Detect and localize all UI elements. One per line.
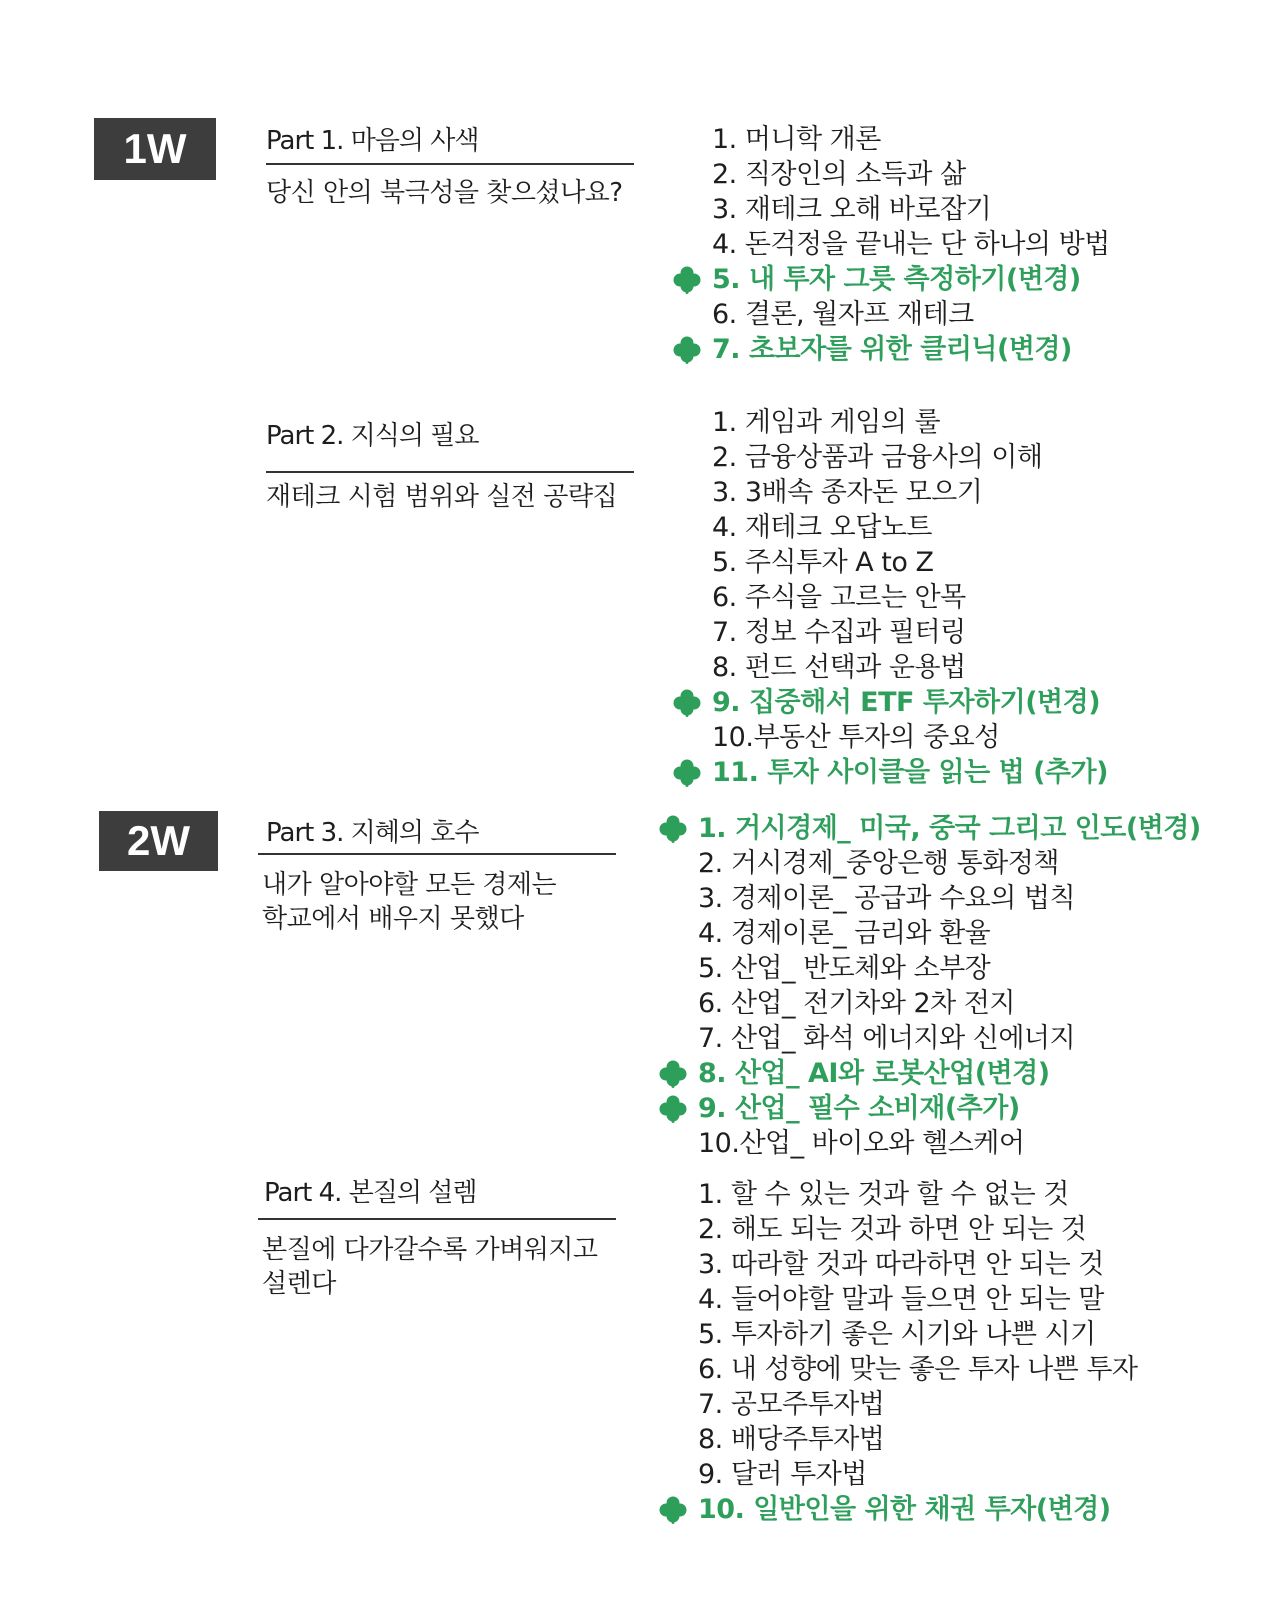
- lesson-item: [698, 1282, 1138, 1317]
- lesson-text: 10.부동산 투자의 중요성: [712, 722, 1000, 753]
- lesson-text: 3. 경제이론_ 공급과 수요의 법칙: [698, 883, 1076, 914]
- part-1-lesson-list: [712, 122, 1110, 367]
- part-3-description-line-1: 내가 알아야할 모든 경제는: [262, 870, 557, 900]
- lesson-item: [712, 685, 1108, 720]
- lesson-item: [712, 615, 1108, 650]
- lesson-item: [712, 545, 1108, 580]
- part-3-divider: [258, 853, 616, 855]
- part-1-title: Part 1. 마음의 사색: [266, 126, 479, 156]
- lesson-text: 7. 정보 수집과 필터링: [712, 617, 966, 648]
- clover-icon: [658, 1495, 688, 1525]
- lesson-text: 9. 집중해서 ETF 투자하기(변경): [712, 687, 1101, 718]
- lesson-item: [712, 122, 1110, 157]
- lesson-item: [698, 986, 1201, 1021]
- lesson-item: [712, 405, 1108, 440]
- lesson-text: 8. 산업_ AI와 로봇산업(변경): [698, 1058, 1050, 1089]
- lesson-text: 3. 재테크 오해 바로잡기: [712, 194, 992, 225]
- part-2-divider: [266, 471, 634, 473]
- lesson-item: [712, 332, 1110, 367]
- lesson-item: [698, 1422, 1138, 1457]
- lesson-text: 6. 결론, 월자프 재테크: [712, 299, 974, 330]
- lesson-text: 8. 배당주투자법: [698, 1424, 885, 1455]
- lesson-text: 5. 투자하기 좋은 시기와 나쁜 시기: [698, 1319, 1096, 1350]
- lesson-item: [698, 951, 1201, 986]
- clover-icon: [672, 688, 702, 718]
- lesson-item: [698, 1317, 1138, 1352]
- part-1-description: [266, 176, 666, 210]
- lesson-text: 1. 게임과 게임의 룰: [712, 407, 941, 438]
- lesson-item: [712, 297, 1110, 332]
- lesson-text: 3. 3배속 종자돈 모으기: [712, 477, 983, 508]
- lesson-text: 2. 직장인의 소득과 삶: [712, 159, 966, 190]
- lesson-text: 10. 일반인을 위한 채권 투자(변경): [698, 1494, 1111, 1525]
- lesson-text: 6. 산업_ 전기차와 2차 전지: [698, 988, 1016, 1019]
- part-3-description-line-2: 학교에서 배우지 못했다: [262, 904, 524, 934]
- part-3-lesson-list: [698, 811, 1201, 1161]
- lesson-text: 3. 따라할 것과 따라하면 안 되는 것: [698, 1249, 1104, 1280]
- lesson-text: 5. 주식투자 A to Z: [712, 547, 934, 578]
- lesson-item: [712, 262, 1110, 297]
- lesson-text: 7. 산업_ 화석 에너지와 신에너지: [698, 1023, 1076, 1054]
- part-1-description-line: 당신 안의 북극성을 찾으셨나요?: [266, 178, 623, 208]
- lesson-text: 10.산업_ 바이오와 헬스케어: [698, 1128, 1025, 1159]
- lesson-text: 4. 들어야할 말과 들으면 안 되는 말: [698, 1284, 1104, 1315]
- lesson-item: [712, 720, 1108, 755]
- lesson-text: 4. 재테크 오답노트: [712, 512, 932, 543]
- clover-icon: [672, 335, 702, 365]
- lesson-item: [698, 1177, 1138, 1212]
- lesson-item: [712, 755, 1108, 790]
- lesson-item: [698, 916, 1201, 951]
- lesson-text: 6. 내 성향에 맞는 좋은 투자 나쁜 투자: [698, 1354, 1138, 1385]
- part-4-description: [262, 1233, 642, 1301]
- lesson-item: [698, 1387, 1138, 1422]
- part-3-description: [262, 868, 642, 936]
- week-badge-2w: 2W: [99, 811, 218, 871]
- part-2-title: Part 2. 지식의 필요: [266, 421, 479, 451]
- lesson-text: 2. 해도 되는 것과 하면 안 되는 것: [698, 1214, 1087, 1245]
- lesson-text: 4. 돈걱정을 끝내는 단 하나의 방법: [712, 229, 1110, 260]
- clover-icon: [658, 1059, 688, 1089]
- lesson-item: [698, 881, 1201, 916]
- lesson-text: 1. 머니학 개론: [712, 124, 881, 155]
- lesson-item: [698, 1352, 1138, 1387]
- part-2-description-line: 재테크 시험 범위와 실전 공략집: [266, 482, 618, 512]
- lesson-item: [712, 440, 1108, 475]
- lesson-item: [698, 1056, 1201, 1091]
- lesson-text: 2. 금융상품과 금융사의 이해: [712, 442, 1043, 473]
- lesson-item: [712, 650, 1108, 685]
- lesson-text: 7. 공모주투자법: [698, 1389, 885, 1420]
- lesson-item: [698, 1247, 1138, 1282]
- part-2-lesson-list: [712, 405, 1108, 790]
- lesson-item: [712, 510, 1108, 545]
- clover-icon: [658, 1094, 688, 1124]
- lesson-item: [698, 1492, 1138, 1527]
- lesson-text: 11. 투자 사이클을 읽는 법 (추가): [712, 757, 1108, 788]
- clover-icon: [672, 265, 702, 295]
- lesson-text: 1. 할 수 있는 것과 할 수 없는 것: [698, 1179, 1069, 1210]
- lesson-item: [698, 1091, 1201, 1126]
- lesson-text: 9. 달러 투자법: [698, 1459, 867, 1490]
- lesson-item: [698, 1021, 1201, 1056]
- lesson-item: [712, 580, 1108, 615]
- lesson-item: [712, 227, 1110, 262]
- lesson-item: [698, 1457, 1138, 1492]
- lesson-text: 4. 경제이론_ 금리와 환율: [698, 918, 991, 949]
- part-2-description: [266, 480, 696, 514]
- lesson-text: 2. 거시경제_중앙은행 통화정책: [698, 848, 1059, 879]
- lesson-item: [698, 1212, 1138, 1247]
- lesson-item: [712, 475, 1108, 510]
- lesson-text: 8. 펀드 선택과 운용법: [712, 652, 966, 683]
- part-4-title: Part 4. 본질의 설렘: [264, 1178, 477, 1208]
- lesson-item: [712, 157, 1110, 192]
- lesson-item: [698, 1126, 1201, 1161]
- part-3-title: Part 3. 지혜의 호수: [266, 818, 479, 848]
- lesson-item: [712, 192, 1110, 227]
- week-badge-1w: 1W: [94, 118, 216, 180]
- clover-icon: [672, 758, 702, 788]
- lesson-text: 6. 주식을 고르는 안목: [712, 582, 966, 613]
- part-4-lesson-list: [698, 1177, 1138, 1527]
- lesson-text: 5. 산업_ 반도체와 소부장: [698, 953, 991, 984]
- lesson-text: 5. 내 투자 그릇 측정하기(변경): [712, 264, 1081, 295]
- part-4-description-line-2: 설렌다: [262, 1269, 336, 1299]
- part-4-description-line-1: 본질에 다가갈수록 가벼워지고: [262, 1235, 598, 1265]
- clover-icon: [658, 814, 688, 844]
- lesson-text: 1. 거시경제_ 미국, 중국 그리고 인도(변경): [698, 813, 1201, 844]
- lesson-text: 9. 산업_ 필수 소비재(추가): [698, 1093, 1020, 1124]
- lesson-text: 7. 초보자를 위한 클리닉(변경): [712, 334, 1072, 365]
- lesson-item: [698, 811, 1201, 846]
- part-1-divider: [266, 163, 634, 165]
- part-4-divider: [258, 1218, 616, 1220]
- lesson-item: [698, 846, 1201, 881]
